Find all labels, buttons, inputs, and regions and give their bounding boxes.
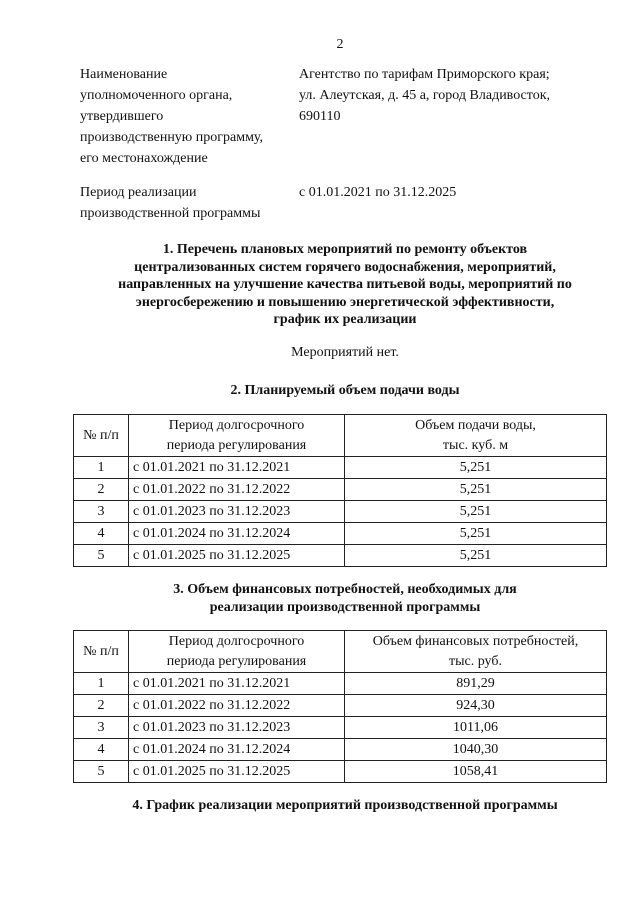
row-value: 924,30 [345, 695, 607, 717]
table-row [74, 501, 607, 523]
row-value: 1058,41 [345, 761, 607, 783]
row-value: 1011,06 [345, 717, 607, 739]
row-period: с 01.01.2024 по 31.12.2024 [129, 739, 345, 761]
row-period: с 01.01.2022 по 31.12.2022 [129, 695, 345, 717]
authority-label [80, 64, 295, 169]
row-value: 5,251 [345, 523, 607, 545]
row-period: с 01.01.2025 по 31.12.2025 [129, 761, 345, 783]
header-value-line: тыс. куб. м [442, 437, 509, 453]
row-value: 5,251 [345, 457, 607, 479]
table-row [74, 479, 607, 501]
row-period: с 01.01.2021 по 31.12.2021 [129, 673, 345, 695]
header-value-line: Объем финансовых потребностей, [372, 633, 579, 649]
row-value: 5,251 [345, 501, 607, 523]
row-value: 891,29 [345, 673, 607, 695]
header-value [345, 631, 607, 673]
water-supply-table [73, 414, 607, 567]
header-num: № п/п [74, 415, 129, 457]
table-row [74, 695, 607, 717]
row-period: с 01.01.2024 по 31.12.2024 [129, 523, 345, 545]
authority-label-line: производственную программу, [80, 130, 264, 145]
row-num: 4 [74, 739, 129, 761]
row-period: с 01.01.2025 по 31.12.2025 [129, 545, 345, 567]
row-num: 4 [74, 523, 129, 545]
header-period-line: периода регулирования [166, 653, 307, 669]
table-row [74, 523, 607, 545]
section-1-heading-line: график их реализации [273, 312, 417, 327]
authority-label-line: утвердившего [80, 109, 164, 124]
authority-label-line: уполномоченного органа, [80, 88, 233, 103]
section-1-heading-line: направленных на улучшение качества питьевой воды, мероприятий по [118, 277, 572, 292]
section-4-heading: 4. График реализации мероприятий производственной программы [132, 798, 558, 813]
row-num: 5 [74, 545, 129, 567]
section-3-heading-line: 3. Объем финансовых потребностей, необходимых для [173, 582, 517, 597]
header-period-line: Период долгосрочного [168, 417, 305, 433]
row-num: 1 [74, 457, 129, 479]
header-value-line: тыс. руб. [449, 653, 502, 669]
header-value [345, 415, 607, 457]
table-header-row [74, 415, 607, 457]
row-num: 2 [74, 479, 129, 501]
row-period: с 01.01.2022 по 31.12.2022 [129, 479, 345, 501]
header-period [129, 415, 345, 457]
header-period-line: Период долгосрочного [168, 633, 305, 649]
row-value: 1040,30 [345, 739, 607, 761]
authority-label-line: Наименование [80, 67, 168, 82]
authority-value-line: Агентство по тарифам Приморского края; [299, 67, 550, 82]
financial-needs-table [73, 630, 607, 783]
table-row [74, 457, 607, 479]
authority-value-line: ул. Алеутская, д. 45 а, город Владивосток, [299, 88, 550, 103]
row-period: с 01.01.2023 по 31.12.2023 [129, 501, 345, 523]
authority-value-line: 690110 [299, 109, 341, 124]
row-num: 1 [74, 673, 129, 695]
row-num: 3 [74, 717, 129, 739]
table-row [74, 761, 607, 783]
section-3-heading [95, 581, 595, 616]
table-header-row [74, 631, 607, 673]
table-row [74, 739, 607, 761]
row-period: с 01.01.2021 по 31.12.2021 [129, 457, 345, 479]
table-row [74, 545, 607, 567]
row-num: 5 [74, 761, 129, 783]
header-value-line: Объем подачи воды, [415, 417, 536, 433]
header-period [129, 631, 345, 673]
section-1-heading [95, 241, 595, 329]
header-num: № п/п [74, 631, 129, 673]
period-label-line: Период реализации [80, 185, 197, 200]
period-label [80, 182, 295, 224]
section-1-heading-line: 1. Перечень плановых мероприятий по ремонту объектов [162, 242, 528, 257]
row-value: 5,251 [345, 479, 607, 501]
row-value: 5,251 [345, 545, 607, 567]
section-1-note: Мероприятий нет. [291, 345, 399, 360]
table-row [74, 673, 607, 695]
row-num: 2 [74, 695, 129, 717]
section-1-heading-line: энергосбережению и повышению энергетической эффективности, [135, 294, 555, 310]
period-value: с 01.01.2021 по 31.12.2025 [299, 185, 457, 200]
section-2-heading: 2. Планируемый объем подачи воды [230, 383, 460, 398]
authority-label-line: его местонахождение [80, 151, 208, 166]
section-3-heading-line: реализации производственной программы [209, 599, 481, 615]
row-num: 3 [74, 501, 129, 523]
row-period: с 01.01.2023 по 31.12.2023 [129, 717, 345, 739]
page-number: 2 [336, 37, 344, 52]
table-row [74, 717, 607, 739]
authority-value [299, 64, 599, 127]
section-1-heading-line: централизованных систем горячего водоснабжения, мероприятий, [134, 259, 556, 275]
period-label-line: производственной программы [80, 206, 261, 221]
header-period-line: периода регулирования [166, 437, 307, 453]
